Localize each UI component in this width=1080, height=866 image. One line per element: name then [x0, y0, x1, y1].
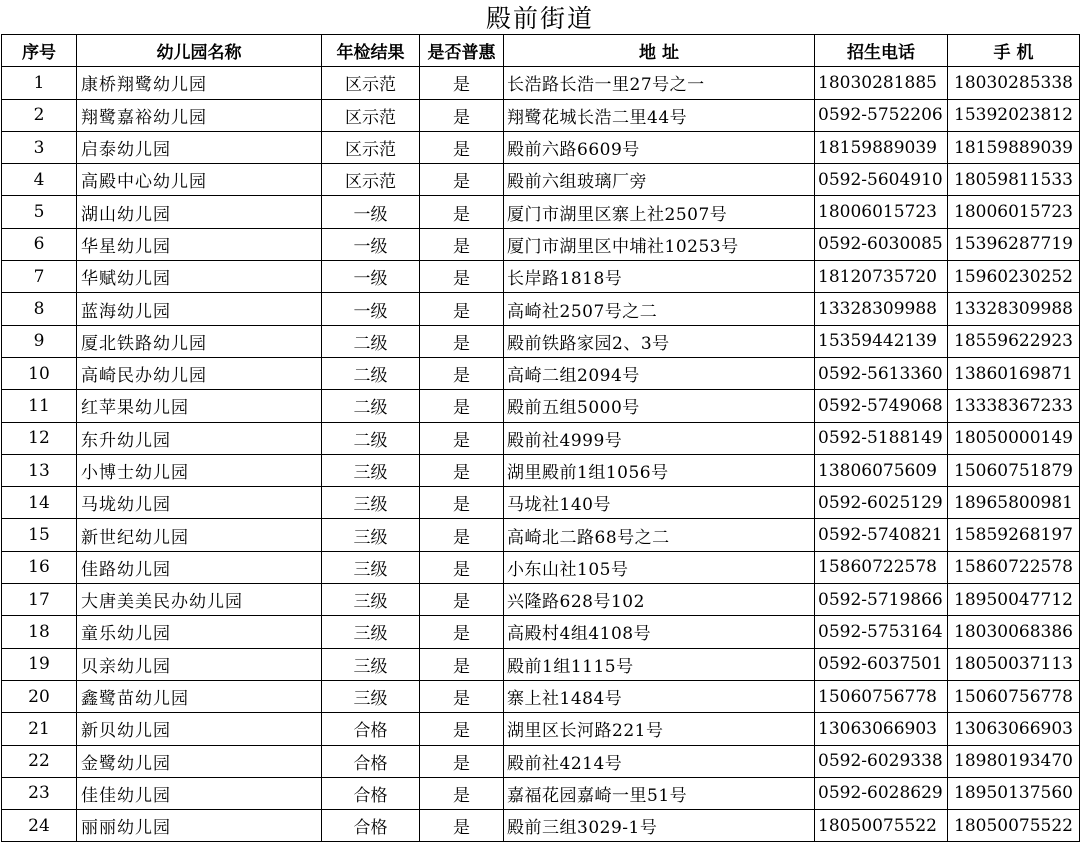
cell-enrollment-phone: 13063066903 [815, 713, 948, 745]
header-enrollment-phone: 招生电话 [815, 35, 948, 67]
cell-name: 佳佳幼儿园 [77, 777, 322, 809]
cell-index: 21 [2, 713, 77, 745]
page-title: 殿前街道 [485, 4, 594, 33]
cell-is-public-benefit: 是 [420, 487, 504, 519]
cell-index: 17 [2, 584, 77, 616]
cell-inspection-result: 合格 [322, 713, 420, 745]
table-row [2, 357, 1080, 389]
cell-index: 6 [2, 228, 77, 260]
cell-mobile: 18159889039 [948, 131, 1080, 163]
cell-is-public-benefit: 是 [420, 164, 504, 196]
cell-mobile: 15060756778 [948, 680, 1080, 712]
cell-mobile: 18006015723 [948, 196, 1080, 228]
cell-address: 殿前1组1115号 [504, 648, 815, 680]
cell-is-public-benefit: 是 [420, 551, 504, 583]
cell-index: 8 [2, 293, 77, 325]
cell-mobile: 18050000149 [948, 422, 1080, 454]
cell-mobile: 18559622923 [948, 325, 1080, 357]
table-row [2, 454, 1080, 486]
table-row [2, 325, 1080, 357]
cell-name: 童乐幼儿园 [77, 616, 322, 648]
table-row [2, 648, 1080, 680]
table-row [2, 745, 1080, 777]
cell-inspection-result: 二级 [322, 422, 420, 454]
table-row [2, 680, 1080, 712]
cell-address: 小东山社105号 [504, 551, 815, 583]
cell-inspection-result: 三级 [322, 519, 420, 551]
kindergarten-table [1, 34, 1080, 842]
cell-address: 殿前六组玻璃厂旁 [504, 164, 815, 196]
cell-name: 红苹果幼儿园 [77, 390, 322, 422]
cell-index: 2 [2, 99, 77, 131]
cell-index: 18 [2, 616, 77, 648]
cell-inspection-result: 区示范 [322, 164, 420, 196]
cell-inspection-result: 合格 [322, 777, 420, 809]
table-row [2, 584, 1080, 616]
table-row [2, 616, 1080, 648]
cell-address: 厦门市湖里区寨上社2507号 [504, 196, 815, 228]
cell-index: 9 [2, 325, 77, 357]
cell-name: 贝亲幼儿园 [77, 648, 322, 680]
cell-mobile: 13338367233 [948, 390, 1080, 422]
cell-name: 翔鹭嘉裕幼儿园 [77, 99, 322, 131]
cell-mobile: 18050075522 [948, 810, 1080, 842]
cell-address: 马垅社140号 [504, 487, 815, 519]
table-row [2, 422, 1080, 454]
table-row [2, 196, 1080, 228]
cell-name: 高殿中心幼儿园 [77, 164, 322, 196]
cell-index: 13 [2, 454, 77, 486]
cell-inspection-result: 一级 [322, 196, 420, 228]
header-address: 地 址 [504, 35, 815, 67]
cell-mobile: 18030068386 [948, 616, 1080, 648]
cell-name: 厦北铁路幼儿园 [77, 325, 322, 357]
cell-address: 殿前社4214号 [504, 745, 815, 777]
cell-address: 殿前五组5000号 [504, 390, 815, 422]
cell-is-public-benefit: 是 [420, 261, 504, 293]
cell-is-public-benefit: 是 [420, 616, 504, 648]
cell-mobile: 15060751879 [948, 454, 1080, 486]
cell-mobile: 18965800981 [948, 487, 1080, 519]
cell-index: 20 [2, 680, 77, 712]
cell-mobile: 13063066903 [948, 713, 1080, 745]
cell-is-public-benefit: 是 [420, 357, 504, 389]
cell-index: 4 [2, 164, 77, 196]
cell-inspection-result: 一级 [322, 293, 420, 325]
cell-enrollment-phone: 0592-6025129 [815, 487, 948, 519]
cell-mobile: 18059811533 [948, 164, 1080, 196]
cell-is-public-benefit: 是 [420, 777, 504, 809]
cell-is-public-benefit: 是 [420, 454, 504, 486]
cell-name: 大唐美美民办幼儿园 [77, 584, 322, 616]
cell-inspection-result: 三级 [322, 616, 420, 648]
cell-address: 湖里区长河路221号 [504, 713, 815, 745]
cell-index: 10 [2, 357, 77, 389]
cell-is-public-benefit: 是 [420, 390, 504, 422]
cell-index: 1 [2, 67, 77, 99]
cell-name: 蓝海幼儿园 [77, 293, 322, 325]
cell-enrollment-phone: 0592-5752206 [815, 99, 948, 131]
cell-name: 康桥翔鹭幼儿园 [77, 67, 322, 99]
cell-is-public-benefit: 是 [420, 67, 504, 99]
cell-enrollment-phone: 18030281885 [815, 67, 948, 99]
cell-index: 19 [2, 648, 77, 680]
cell-inspection-result: 合格 [322, 810, 420, 842]
cell-address: 高崎二组2094号 [504, 357, 815, 389]
cell-enrollment-phone: 0592-5753164 [815, 616, 948, 648]
cell-mobile: 15860722578 [948, 551, 1080, 583]
cell-index: 7 [2, 261, 77, 293]
cell-name: 新贝幼儿园 [77, 713, 322, 745]
cell-enrollment-phone: 0592-6029338 [815, 745, 948, 777]
cell-enrollment-phone: 0592-5613360 [815, 357, 948, 389]
cell-enrollment-phone: 0592-6028629 [815, 777, 948, 809]
cell-enrollment-phone: 18120735720 [815, 261, 948, 293]
cell-inspection-result: 区示范 [322, 67, 420, 99]
cell-inspection-result: 三级 [322, 487, 420, 519]
cell-address: 殿前铁路家园2、3号 [504, 325, 815, 357]
cell-name: 鑫鹭苗幼儿园 [77, 680, 322, 712]
table-row [2, 777, 1080, 809]
cell-address: 殿前社4999号 [504, 422, 815, 454]
cell-address: 寨上社1484号 [504, 680, 815, 712]
cell-index: 24 [2, 810, 77, 842]
cell-inspection-result: 一级 [322, 228, 420, 260]
table-row [2, 551, 1080, 583]
cell-name: 金鹭幼儿园 [77, 745, 322, 777]
cell-name: 佳路幼儿园 [77, 551, 322, 583]
cell-index: 23 [2, 777, 77, 809]
cell-inspection-result: 三级 [322, 551, 420, 583]
cell-enrollment-phone: 13328309988 [815, 293, 948, 325]
cell-inspection-result: 二级 [322, 390, 420, 422]
table-row [2, 810, 1080, 842]
cell-address: 翔鹭花城长浩二里44号 [504, 99, 815, 131]
header-is-public-benefit: 是否普惠 [420, 35, 504, 67]
cell-inspection-result: 三级 [322, 648, 420, 680]
cell-name: 小博士幼儿园 [77, 454, 322, 486]
cell-inspection-result: 二级 [322, 357, 420, 389]
cell-name: 华赋幼儿园 [77, 261, 322, 293]
header-index: 序号 [2, 35, 77, 67]
cell-name: 湖山幼儿园 [77, 196, 322, 228]
table-row [2, 67, 1080, 99]
cell-inspection-result: 合格 [322, 745, 420, 777]
header-mobile: 手 机 [948, 35, 1080, 67]
cell-inspection-result: 三级 [322, 680, 420, 712]
cell-enrollment-phone: 15860722578 [815, 551, 948, 583]
cell-address: 殿前三组3029-1号 [504, 810, 815, 842]
cell-enrollment-phone: 0592-5740821 [815, 519, 948, 551]
cell-mobile: 15960230252 [948, 261, 1080, 293]
cell-enrollment-phone: 18159889039 [815, 131, 948, 163]
cell-mobile: 18030285338 [948, 67, 1080, 99]
cell-name: 丽丽幼儿园 [77, 810, 322, 842]
cell-enrollment-phone: 0592-6037501 [815, 648, 948, 680]
cell-inspection-result: 区示范 [322, 99, 420, 131]
cell-address: 湖里殿前1组1056号 [504, 454, 815, 486]
cell-is-public-benefit: 是 [420, 745, 504, 777]
cell-address: 长岸路1818号 [504, 261, 815, 293]
cell-address: 高崎北二路68号之二 [504, 519, 815, 551]
cell-name: 启泰幼儿园 [77, 131, 322, 163]
cell-mobile: 15396287719 [948, 228, 1080, 260]
cell-index: 11 [2, 390, 77, 422]
cell-is-public-benefit: 是 [420, 519, 504, 551]
cell-index: 3 [2, 131, 77, 163]
cell-mobile: 15392023812 [948, 99, 1080, 131]
cell-name: 高崎民办幼儿园 [77, 357, 322, 389]
cell-inspection-result: 三级 [322, 584, 420, 616]
table-row [2, 228, 1080, 260]
table-row [2, 713, 1080, 745]
header-name: 幼儿园名称 [77, 35, 322, 67]
cell-inspection-result: 一级 [322, 261, 420, 293]
cell-is-public-benefit: 是 [420, 99, 504, 131]
cell-index: 14 [2, 487, 77, 519]
cell-enrollment-phone: 18050075522 [815, 810, 948, 842]
table-row [2, 519, 1080, 551]
cell-enrollment-phone: 0592-5188149 [815, 422, 948, 454]
cell-mobile: 18950047712 [948, 584, 1080, 616]
cell-address: 长浩路长浩一里27号之一 [504, 67, 815, 99]
cell-name: 马垅幼儿园 [77, 487, 322, 519]
table-row [2, 487, 1080, 519]
table-header-row [2, 35, 1080, 67]
cell-is-public-benefit: 是 [420, 648, 504, 680]
cell-is-public-benefit: 是 [420, 196, 504, 228]
cell-is-public-benefit: 是 [420, 293, 504, 325]
cell-is-public-benefit: 是 [420, 584, 504, 616]
header-inspection-result: 年检结果 [322, 35, 420, 67]
cell-is-public-benefit: 是 [420, 713, 504, 745]
cell-enrollment-phone: 0592-5749068 [815, 390, 948, 422]
cell-name: 东升幼儿园 [77, 422, 322, 454]
cell-index: 16 [2, 551, 77, 583]
cell-mobile: 13328309988 [948, 293, 1080, 325]
cell-enrollment-phone: 0592-5604910 [815, 164, 948, 196]
cell-enrollment-phone: 18006015723 [815, 196, 948, 228]
cell-mobile: 15859268197 [948, 519, 1080, 551]
cell-address: 兴隆路628号102 [504, 584, 815, 616]
cell-mobile: 18950137560 [948, 777, 1080, 809]
cell-enrollment-phone: 0592-6030085 [815, 228, 948, 260]
cell-address: 高崎社2507号之二 [504, 293, 815, 325]
cell-name: 新世纪幼儿园 [77, 519, 322, 551]
cell-index: 22 [2, 745, 77, 777]
cell-address: 嘉福花园嘉崎一里51号 [504, 777, 815, 809]
cell-index: 5 [2, 196, 77, 228]
table-row [2, 293, 1080, 325]
cell-is-public-benefit: 是 [420, 131, 504, 163]
cell-mobile: 18980193470 [948, 745, 1080, 777]
cell-enrollment-phone: 13806075609 [815, 454, 948, 486]
cell-address: 殿前六路6609号 [504, 131, 815, 163]
cell-inspection-result: 三级 [322, 454, 420, 486]
cell-is-public-benefit: 是 [420, 228, 504, 260]
cell-name: 华星幼儿园 [77, 228, 322, 260]
table-row [2, 390, 1080, 422]
table-row [2, 164, 1080, 196]
cell-address: 厦门市湖里区中埔社10253号 [504, 228, 815, 260]
cell-is-public-benefit: 是 [420, 422, 504, 454]
table-row [2, 131, 1080, 163]
cell-enrollment-phone: 15359442139 [815, 325, 948, 357]
cell-address: 高殿村4组4108号 [504, 616, 815, 648]
cell-mobile: 13860169871 [948, 357, 1080, 389]
cell-is-public-benefit: 是 [420, 810, 504, 842]
cell-index: 15 [2, 519, 77, 551]
cell-inspection-result: 区示范 [322, 131, 420, 163]
cell-index: 12 [2, 422, 77, 454]
cell-inspection-result: 二级 [322, 325, 420, 357]
cell-is-public-benefit: 是 [420, 325, 504, 357]
cell-mobile: 18050037113 [948, 648, 1080, 680]
cell-enrollment-phone: 15060756778 [815, 680, 948, 712]
cell-is-public-benefit: 是 [420, 680, 504, 712]
table-row [2, 261, 1080, 293]
cell-enrollment-phone: 0592-5719866 [815, 584, 948, 616]
table-row [2, 99, 1080, 131]
